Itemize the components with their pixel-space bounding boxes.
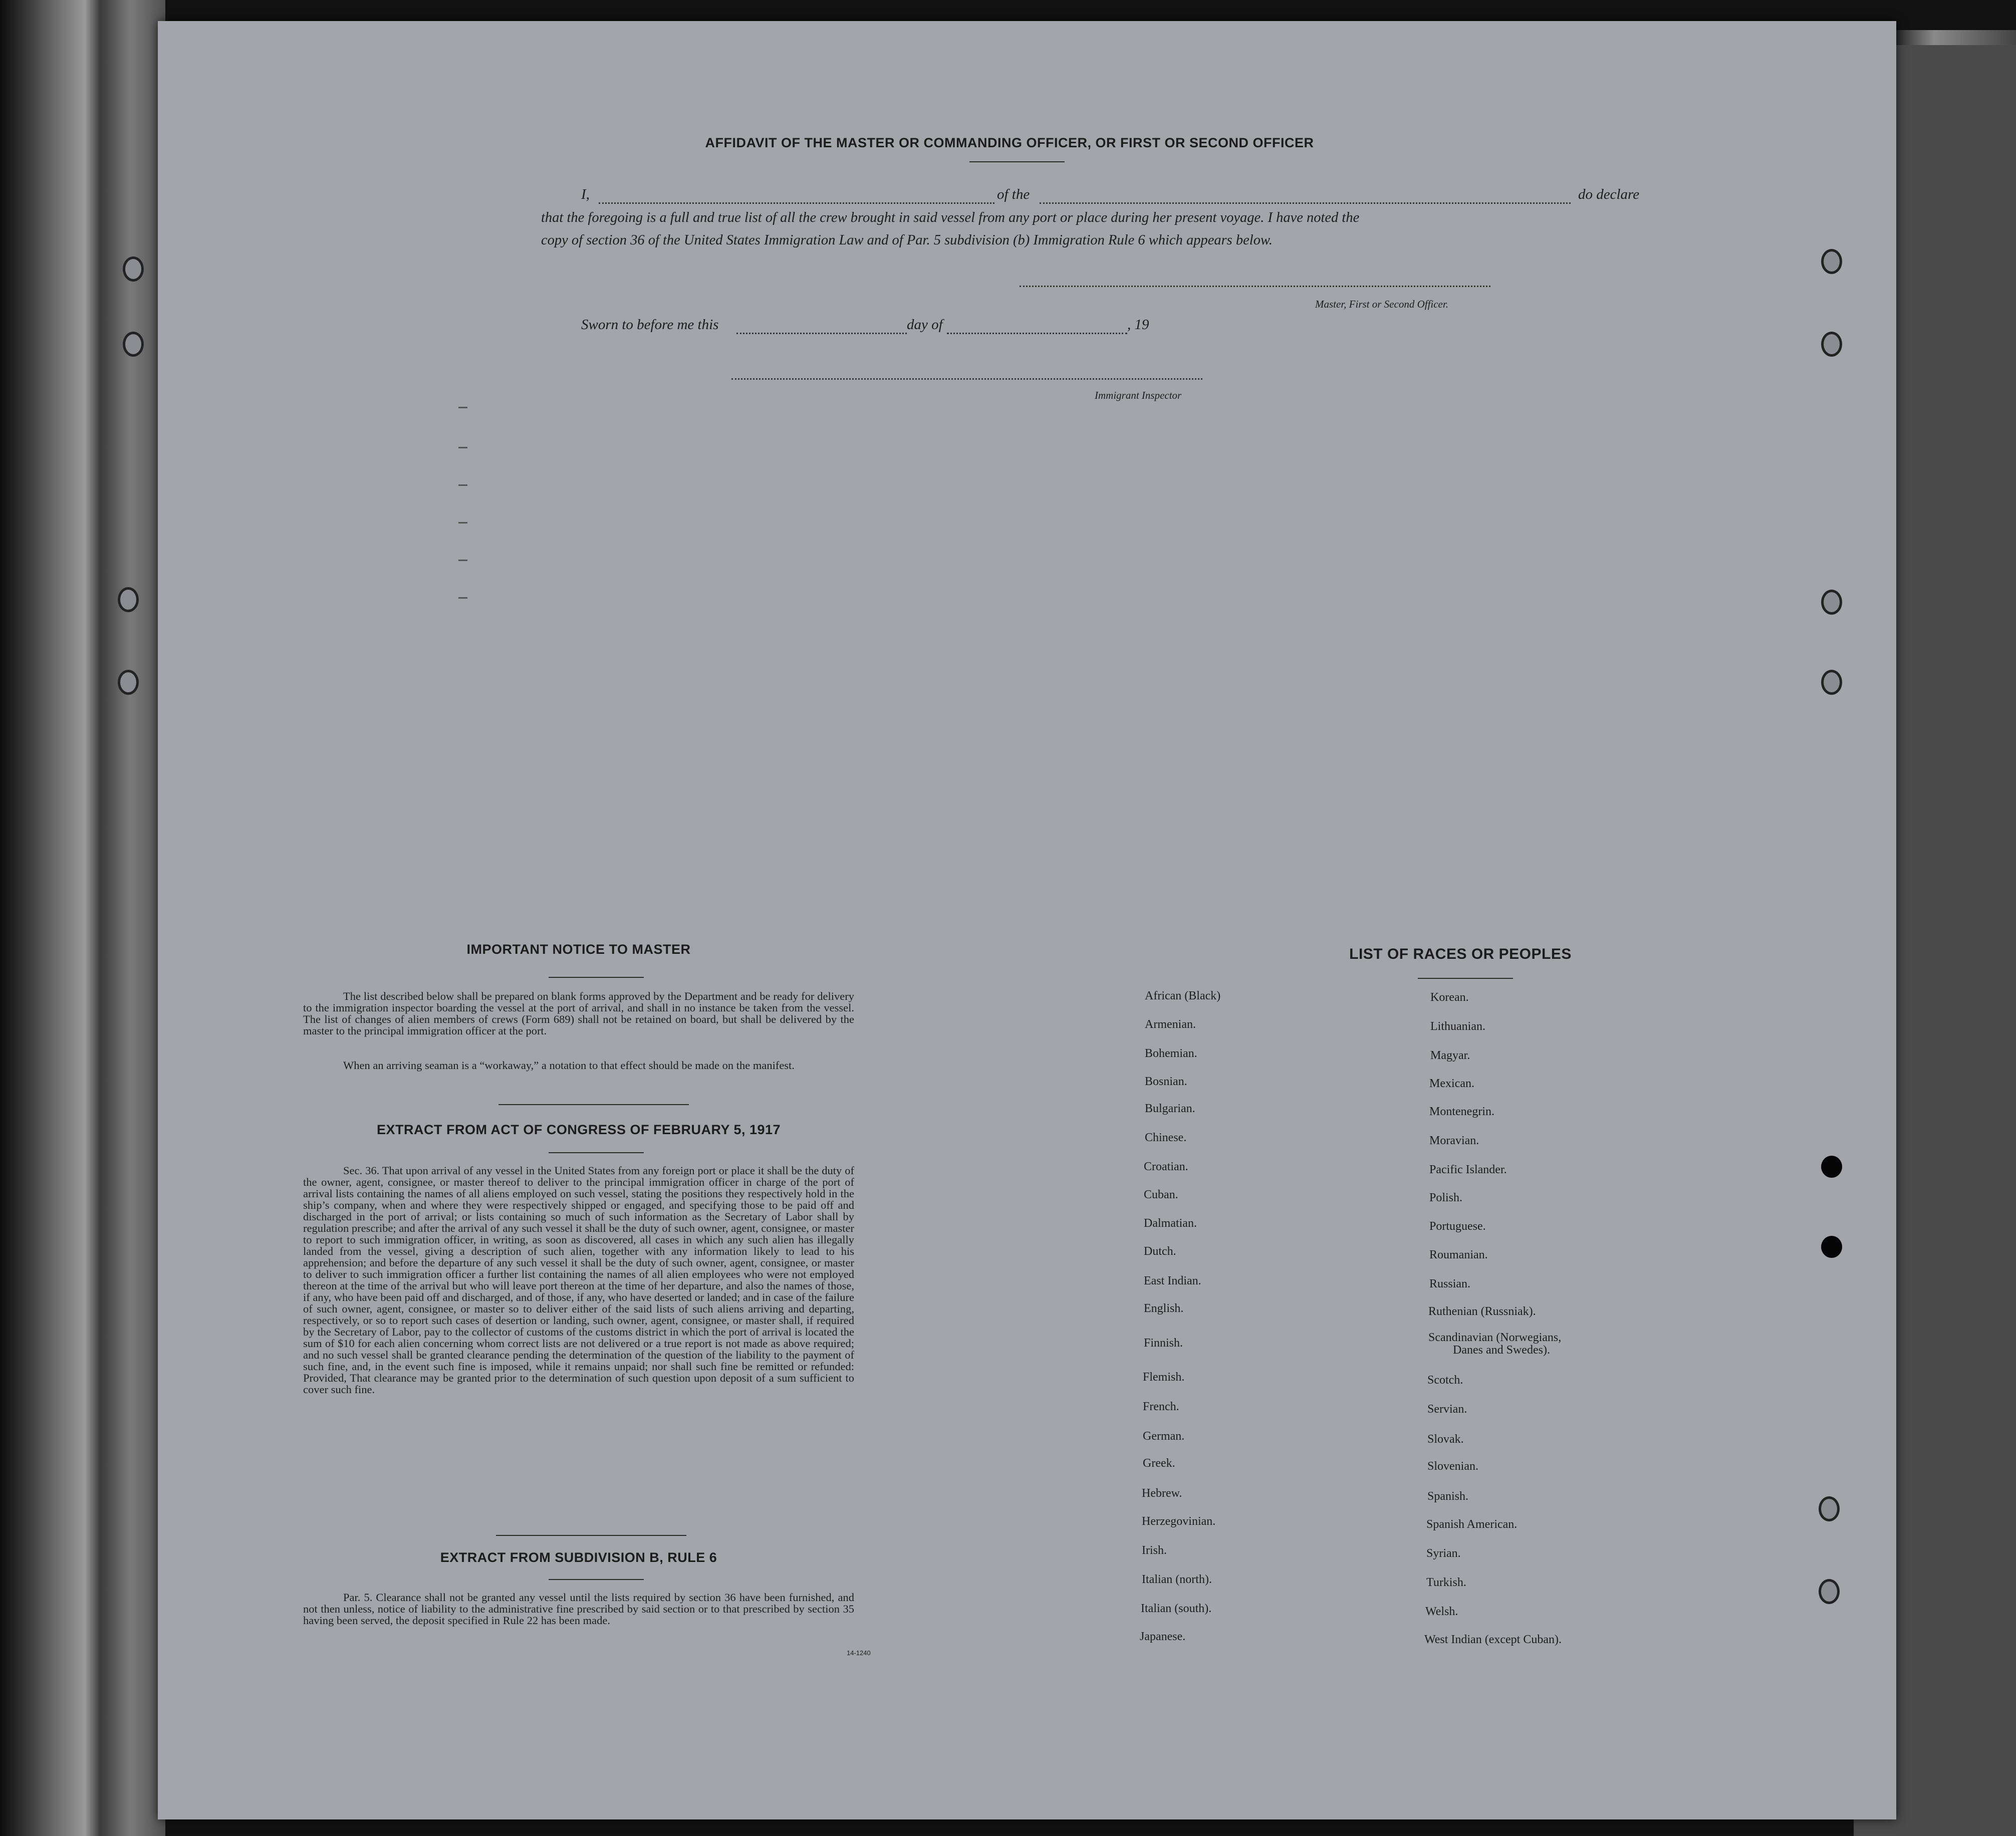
sworn-month-field[interactable] (947, 333, 1127, 334)
ghost-mark (458, 447, 467, 448)
race-item: Hebrew. (1142, 1487, 1182, 1500)
name-field[interactable] (599, 202, 994, 204)
race-item: Croatian. (1144, 1160, 1188, 1173)
race-item: Moravian. (1429, 1134, 1479, 1147)
race-item: German. (1143, 1430, 1185, 1443)
notice-divider (498, 1104, 689, 1105)
race-item: Syrian. (1426, 1547, 1461, 1560)
race-item: Magyar. (1430, 1049, 1470, 1062)
race-item: Greek. (1143, 1457, 1175, 1470)
race-item: Spanish. (1427, 1490, 1469, 1503)
binder-hole-left-2 (123, 332, 144, 357)
notice-para-2: When an arriving seaman is a “workaway,” a notation to that effect should be made on the manifest. (343, 1059, 795, 1072)
sworn-label: Sworn to before me this (581, 317, 719, 333)
races-heading: LIST OF RACES OR PEOPLES (1349, 946, 1572, 962)
races-heading-rule (1418, 978, 1513, 979)
affidavit-heading: AFFIDAVIT OF THE MASTER OR COMMANDING OFFICER, OR FIRST OR SECOND OFFICER (705, 135, 1314, 150)
race-item: Scandinavian (Norwegians, (1428, 1331, 1562, 1344)
race-item: Bosnian. (1145, 1075, 1187, 1088)
year-label: , 19 (1127, 317, 1149, 333)
race-item: Chinese. (1145, 1131, 1187, 1144)
race-item: French. (1143, 1400, 1179, 1413)
race-item: Scotch. (1427, 1374, 1463, 1387)
race-item: Dutch. (1144, 1245, 1176, 1258)
race-item: Armenian. (1145, 1018, 1196, 1031)
inspector-label: Immigrant Inspector (1095, 389, 1182, 401)
binder-hole-right-8 (1819, 1579, 1840, 1604)
affidavit-i-label: I, (581, 186, 590, 202)
form-number: 14-1240 (847, 1649, 871, 1657)
extract-rule-heading-rule (549, 1579, 644, 1580)
binder-hole-right-7 (1819, 1496, 1840, 1521)
extract-rule-body: Par. 5. Clearance shall not be granted any vessel until the lists required by section 36 have been furnished, and not then unless, notice of liability to the administrative fine prescribed by said section or to that prescribed by section 35 having been served, the deposit specified in Rule 22 has been made. (303, 1591, 854, 1627)
race-item: Japanese. (1140, 1630, 1186, 1643)
race-item: Turkish. (1426, 1576, 1466, 1589)
race-item: Irish. (1142, 1544, 1167, 1557)
vessel-field[interactable] (1040, 202, 1571, 204)
race-item: Ruthenian (Russniak). (1428, 1305, 1536, 1318)
race-item: Finnish. (1144, 1337, 1183, 1350)
race-item: Russian. (1429, 1277, 1471, 1290)
binder-hole-right-6 (1821, 1236, 1842, 1258)
day-of-label: day of (907, 317, 943, 333)
notice-para-1: The list described below shall be prepared on blank forms approved by the Department and be ready for delivery to the immigration inspector boarding the vessel at the port of arrival, and shall in no instance be taken from the vessel. The list of changes of alien members of crews (Form 689) shall not be retained on board, but shall be delivered by the master to the principal immigration officer at the port. (303, 990, 854, 1037)
race-item: Pacific Islander. (1429, 1163, 1507, 1176)
ghost-mark (458, 522, 467, 523)
binder-hole-right-3 (1821, 590, 1842, 615)
race-item: Cuban. (1144, 1188, 1178, 1201)
affidavit-heading-rule (969, 161, 1065, 162)
binder-hole-left-1 (123, 256, 144, 282)
race-item: Bohemian. (1145, 1047, 1197, 1060)
race-item: Italian (south). (1141, 1602, 1212, 1615)
race-item: Montenegrin. (1429, 1105, 1494, 1118)
extract-act-heading-rule (549, 1152, 644, 1153)
race-item: Slovak. (1427, 1433, 1464, 1446)
race-item: Italian (north). (1142, 1573, 1212, 1586)
notice-heading: IMPORTANT NOTICE TO MASTER (466, 942, 691, 957)
ghost-mark (458, 407, 467, 408)
ghost-mark (458, 484, 467, 486)
race-item: Flemish. (1143, 1371, 1185, 1384)
master-signature-field[interactable] (1020, 286, 1490, 287)
affidavit-line-3: copy of section 36 of the United States Immigration Law and of Par. 5 subdivision (b) Immigration Rule 6 which appears below. (541, 232, 1273, 248)
notice-heading-rule (549, 977, 644, 978)
race-item: Roumanian. (1429, 1248, 1488, 1261)
binder-hole-right-2 (1821, 332, 1842, 357)
race-item: Danes and Swedes). (1453, 1344, 1550, 1357)
race-item: English. (1144, 1302, 1184, 1315)
race-item: West Indian (except Cuban). (1424, 1633, 1562, 1646)
affidavit-line-2: that the foregoing is a full and true list of all the crew brought in said vessel from any port or place during her present voyage. I have noted the (541, 210, 1360, 225)
document-page (158, 21, 1896, 1819)
binder-hole-left-3 (118, 587, 139, 612)
binder-hole-right-4 (1821, 670, 1842, 695)
race-item: Polish. (1429, 1191, 1463, 1204)
extract-rule-heading: EXTRACT FROM SUBDIVISION B, RULE 6 (440, 1550, 717, 1565)
race-item: Herzegovinian. (1142, 1515, 1216, 1528)
race-item: Mexican. (1429, 1077, 1474, 1090)
ghost-mark (458, 560, 467, 561)
ghost-mark (458, 597, 467, 599)
affidavit-do-declare: do declare (1578, 186, 1640, 202)
race-item: East Indian. (1144, 1274, 1201, 1287)
extract-act-heading: EXTRACT FROM ACT OF CONGRESS OF FEBRUARY 5, 1917 (376, 1122, 781, 1137)
race-item: Korean. (1430, 991, 1469, 1004)
race-item: Lithuanian. (1430, 1020, 1485, 1033)
race-item: Dalmatian. (1144, 1217, 1197, 1230)
inspector-signature-field[interactable] (731, 378, 1202, 380)
affidavit-of-the-label: of the (997, 186, 1030, 202)
race-item: Bulgarian. (1145, 1102, 1195, 1115)
race-item: Slovenian. (1427, 1460, 1478, 1473)
race-item: Portuguese. (1429, 1220, 1486, 1233)
extract-act-divider (496, 1535, 686, 1536)
extract-act-body: Sec. 36. That upon arrival of any vessel in the United States from any foreign port or place it shall be the duty of the owner, agent, consignee, or master thereof to deliver to the principal immigration officer in charge of the port of arrival lists containing the names of all aliens employed on such vessel, stating the positions they respectively hold in the ship’s company, when and where they were respectively shipped or engaged, and specifying those to be paid off and discharged in the port of arrival; or lists containing so much of such information as the Secretary of Labor shall by regulation prescribe; and after the arrival of any such vessel it shall be the duty of such owner, agent, consignee, or master to report to such immigration officer, in writing, as soon as discovered, all cases in which any such alien has illegally landed from the vessel, giving a description of such alien, together with any information likely to lead to his apprehension; and before the departure of any such vessel it shall be the duty of such owner, agent, consignee, or master to deliver to such immigration officer a further list containing the names of all alien employees who were not employed thereon at the time of the arrival but who will leave port thereon at the time of her departure, and also the names of those, if any, who have been paid off and discharged, and of those, if any, who have deserted or landed; and in case of the failure of such owner, agent, consignee, or master so to deliver either of the said lists of such aliens arriving and departing, respectively, or so to report such cases of desertion or landing, such owner, agent, consignee, or master shall, if required by the Secretary of Labor, pay to the collector of customs of the customs district in which the port of arrival is located the sum of $10 for each alien concerning whom correct lists are not delivered or a true report is not made as above required; and no such vessel shall be granted clearance pending the determination of the question of the liability to the payment of such fine, and, in the event such fine is imposed, while it remains unpaid; nor shall such fine be remitted or refunded: Provided, That clearance may be granted prior to the determination of such question upon deposit of a sum sufficient to cover such fine. (303, 1164, 854, 1396)
race-item: African (Black) (1145, 989, 1221, 1002)
master-signature-label: Master, First or Second Officer. (1315, 298, 1448, 310)
binder-hole-right-1 (1821, 249, 1842, 274)
binder-hole-right-5 (1821, 1156, 1842, 1178)
race-item: Welsh. (1425, 1605, 1458, 1618)
binder-hole-left-4 (118, 670, 139, 695)
sworn-day-field[interactable] (736, 333, 907, 334)
race-item: Spanish American. (1426, 1518, 1518, 1531)
race-item: Servian. (1427, 1403, 1467, 1416)
